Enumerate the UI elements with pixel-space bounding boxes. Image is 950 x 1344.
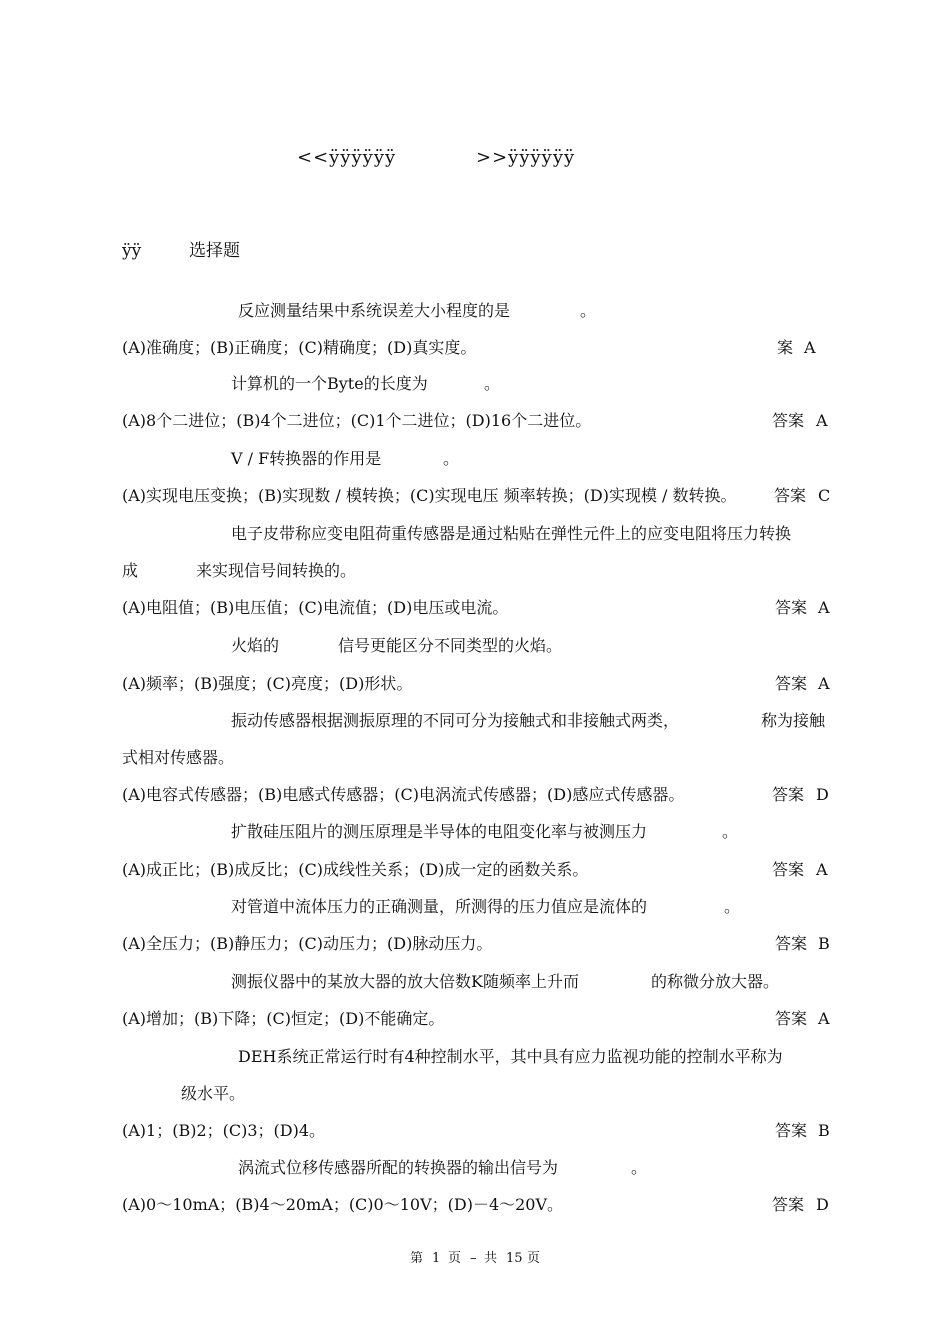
document-title-left: <<ÿÿÿÿÿÿ	[297, 147, 397, 168]
question-stem-end: 信号更能区分不同类型的火焰。	[338, 636, 563, 655]
question-options: (A)电阻值；(B)电压值；(C)电流值；(D)电压或电流。	[122, 598, 509, 617]
question-options: (A)实现电压变换；(B)实现数 / 模转换；(C)实现电压 频率转换；(D)实现模 / 数转换。	[122, 486, 737, 505]
question-stem: 对管道中流体压力的正确测量，所测得的压力值应是流体的	[231, 897, 648, 916]
question-stem: 涡流式位移传感器所配的转换器的输出信号为	[238, 1158, 559, 1177]
question-stem: 电子皮带称应变电阻荷重传感器是通过粘贴在弹性元件上的应变电阻将压力转换	[231, 524, 792, 543]
footer-page-number: 1	[432, 1251, 441, 1266]
footer-total-suffix: 页	[527, 1251, 541, 1266]
question-stem: 扩散硅压阻片的测压原理是半导体的电阻变化率与被测压力	[231, 822, 648, 841]
question-options: (A)频率；(B)强度；(C)亮度；(D)形状。	[122, 674, 413, 693]
question-stem: 振动传感器根据测振原理的不同可分为接触式和非接触式两类，	[231, 711, 680, 730]
answer-label: 答案	[772, 411, 805, 430]
question-stem-start: 成	[122, 561, 139, 580]
question-stem-end: 来实现信号间转换的。	[196, 561, 357, 580]
document-title-right: >>ÿÿÿÿÿÿ	[476, 147, 576, 168]
answer-label: 答案	[772, 1195, 805, 1214]
question-stem: V / F转换器的作用是	[231, 449, 382, 468]
section-number: ÿÿ	[122, 241, 142, 261]
question-stem-end: 。	[580, 301, 597, 320]
question-options: (A)0～10mA；(B)4～20mA；(C)0～10V；(D)－4～20V。	[122, 1195, 564, 1214]
question-stem-end: 。	[484, 374, 501, 393]
question-stem-end: 。	[722, 822, 739, 841]
question-stem: 反应测量结果中系统误差大小程度的是	[238, 301, 511, 320]
answer-label: 答案	[775, 598, 808, 617]
footer-page-word: 页	[448, 1251, 462, 1266]
question-stem: DEH系统正常运行时有4种控制水平，其中具有应力监视功能的控制水平称为	[238, 1047, 783, 1066]
question-stem-end: 。	[631, 1158, 648, 1177]
answer-value: B	[818, 1121, 830, 1140]
answer-value: D	[816, 1195, 829, 1214]
question-stem-end: 的称微分放大器。	[651, 972, 780, 991]
answer-label: 答案	[775, 1009, 808, 1028]
answer-label: 案	[777, 338, 794, 357]
answer-value: A	[818, 1009, 830, 1028]
footer-total-prefix: 共	[484, 1251, 498, 1266]
answer-value: A	[818, 674, 830, 693]
answer-label: 答案	[772, 860, 805, 879]
answer-value: A	[816, 860, 828, 879]
question-stem-end: 式相对传感器。	[122, 748, 235, 767]
question-options: (A)电容式传感器；(B)电感式传感器；(C)电涡流式传感器；(D)感应式传感器。	[122, 785, 685, 804]
answer-label: 答案	[775, 1121, 808, 1140]
answer-value: B	[818, 934, 830, 953]
answer-label: 答案	[774, 486, 807, 505]
question-stem-tail: 称为接触	[761, 711, 826, 730]
question-stem-end: 级水平。	[181, 1084, 246, 1103]
section-heading: 选择题	[189, 241, 240, 261]
footer-total-pages: 15	[506, 1251, 523, 1266]
question-stem: 测振仪器中的某放大器的放大倍数K随频率上升而	[231, 972, 579, 991]
answer-value: C	[818, 486, 831, 505]
question-options: (A)成正比；(B)成反比；(C)成线性关系；(D)成一定的函数关系。	[122, 860, 589, 879]
answer-value: A	[804, 338, 816, 357]
question-options: (A)8个二进位；(B)4个二进位；(C)1个二进位；(D)16个二进位。	[122, 411, 592, 430]
question-options: (A)准确度；(B)正确度；(C)精确度；(D)真实度。	[122, 338, 477, 357]
question-options: (A)1；(B)2；(C)3；(D)4。	[122, 1121, 326, 1140]
answer-value: A	[816, 411, 828, 430]
answer-label: 答案	[775, 674, 808, 693]
answer-value: D	[816, 785, 829, 804]
question-stem: 火焰的	[231, 636, 280, 655]
question-stem: 计算机的一个Byte的长度为	[231, 374, 428, 393]
answer-value: A	[818, 598, 830, 617]
question-options: (A)全压力；(B)静压力；(C)动压力；(D)脉动压力。	[122, 934, 493, 953]
footer-dash: –	[470, 1251, 477, 1266]
question-stem-end: 。	[724, 897, 741, 916]
question-stem-end: 。	[443, 449, 460, 468]
footer-prefix: 第	[410, 1251, 424, 1266]
question-options: (A)增加；(B)下降；(C)恒定；(D)不能确定。	[122, 1009, 445, 1028]
answer-label: 答案	[775, 934, 808, 953]
answer-label: 答案	[772, 785, 805, 804]
